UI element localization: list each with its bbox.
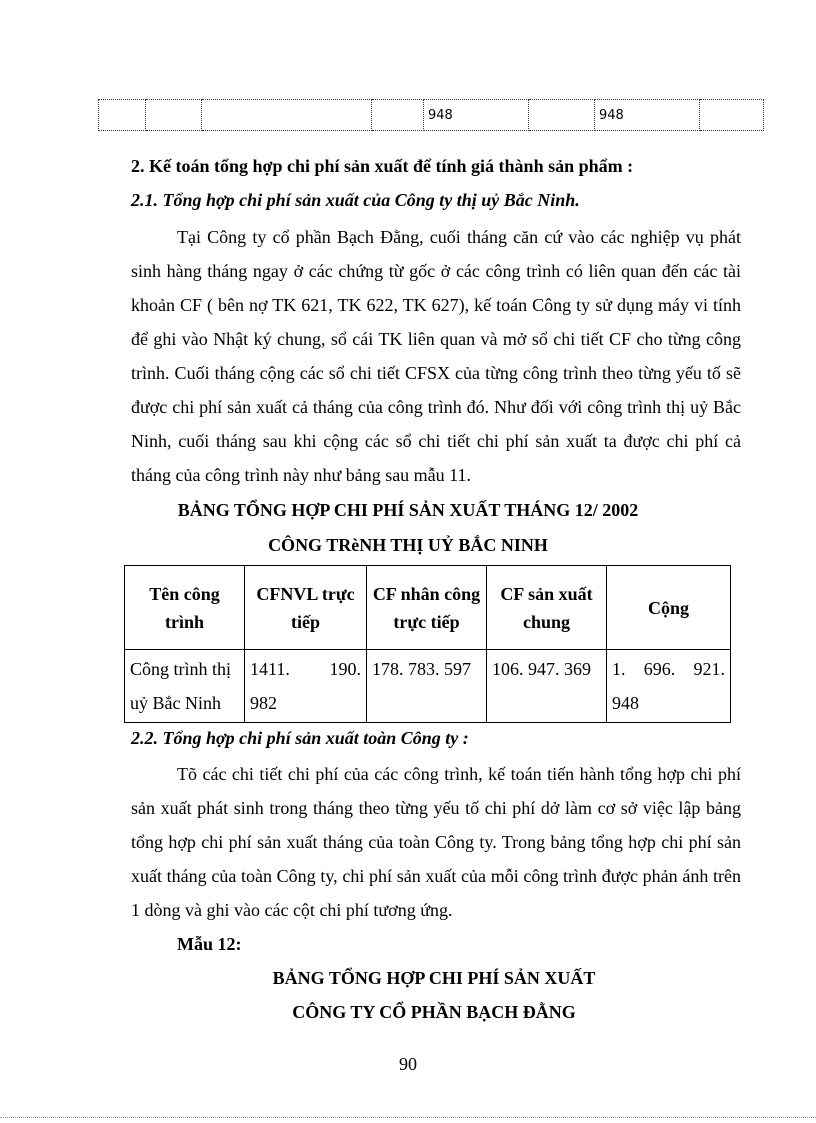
table-cell — [202, 100, 372, 131]
section-2-1-heading: 2.1. Tổng hợp chi phí sản xuất của Công ty thị uỷ Bắc Ninh. — [131, 190, 580, 210]
footer-divider — [0, 1117, 816, 1118]
section-2-2-heading: 2.2. Tổng hợp chi phí sản xuất toàn Công ty : — [131, 728, 469, 748]
paragraph-2: Tõ các chi tiết chi phí của các công trình, kế toán tiến hành tổng hợp chi phí sản xuất phát sinh trong tháng theo từng yếu tố chi phí dở làm cơ sở việc lập bảng tổng hợp chi phí sản xuất tháng của toàn Công ty. Trong bảng tổng hợp chi phí sản xuất tháng của toàn Công ty, chi phí sản xuất của mỗi công trình được phản ánh trên 1 dòng và ghi vào các cột chi phí tương ứng. — [131, 764, 741, 920]
table-cell — [146, 100, 202, 131]
table-cell — [700, 100, 764, 131]
table-cell — [372, 100, 424, 131]
section-2-heading: 2. Kế toán tổng hợp chi phí sản xuất để tính giá thành sản phẩm : — [131, 156, 634, 176]
cell-nvl-line2: 982 — [250, 693, 277, 713]
page-number: 90 — [399, 1054, 417, 1074]
table-1-title: BẢNG TỔNG HỢP CHI PHÍ SẢN XUẤT THÁNG 12/ 2002 — [177, 500, 639, 520]
cell-overhead: 106. 947. 369 — [487, 650, 607, 723]
paragraph-1: Tại Công ty cổ phần Bạch Đằng, cuối tháng căn cứ vào các nghiệp vụ phát sinh hàng tháng ngay ở các chứng từ gốc ở các công trình có liên quan đến các tài khoản CF ( bên nợ TK 621, TK 622, TK 627), kế toán Công ty sử dụng máy vi tính để ghi vào Nhật ký chung, sổ cái TK liên quan và mở sổ chi tiết CF cho từng công trình. Cuối tháng cộng các sổ chi tiết CFSX của từng công trình theo từng yếu tố sẽ được chi phí sản xuất cả tháng của công trình đó. Như đối với công trình thị uỷ Bắc Ninh, cuối tháng sau khi cộng các sổ chi tiết chi phí sản xuất ta được chi phí cả tháng của công trình này như bảng sau mẫu 11. — [131, 227, 741, 485]
cell-total-line2: 948 — [612, 693, 639, 713]
table-cell — [99, 100, 146, 131]
previous-table-fragment — [98, 99, 764, 131]
cell-nvl-line1: 1411. 190. — [250, 659, 361, 679]
table-cell: 948 — [424, 100, 529, 131]
cell-labor: 178. 783. 597 — [367, 650, 487, 723]
cell-total — [607, 650, 731, 723]
cell-project-name: Công trình thị uỷ Bắc Ninh — [125, 650, 245, 723]
cost-summary-table — [124, 565, 731, 723]
column-header-overhead: CF sản xuất chung — [487, 566, 607, 650]
table-2-subtitle: CÔNG TY CỔ PHẦN BẠCH ĐẰNG — [292, 1002, 576, 1022]
column-header-nvl: CFNVL trực tiếp — [245, 566, 367, 650]
column-header-labor: CF nhân công trực tiếp — [367, 566, 487, 650]
table-row — [125, 650, 731, 723]
table-2-title: BẢNG TỔNG HỢP CHI PHÍ SẢN XUẤT — [272, 968, 596, 988]
sample-12-label: Mẫu 12: — [177, 934, 242, 954]
cell-nvl — [245, 650, 367, 723]
table-cell — [529, 100, 595, 131]
table-row — [99, 100, 764, 131]
cell-total-line1: 1. 696. 921. — [612, 659, 725, 679]
column-header-total: Cộng — [607, 566, 731, 650]
table-1-subtitle: CÔNG TRèNH THỊ UỶ BẮC NINH — [268, 535, 548, 555]
table-cell: 948 — [595, 100, 700, 131]
column-header-name: Tên công trình — [125, 566, 245, 650]
table-header-row — [125, 566, 731, 650]
